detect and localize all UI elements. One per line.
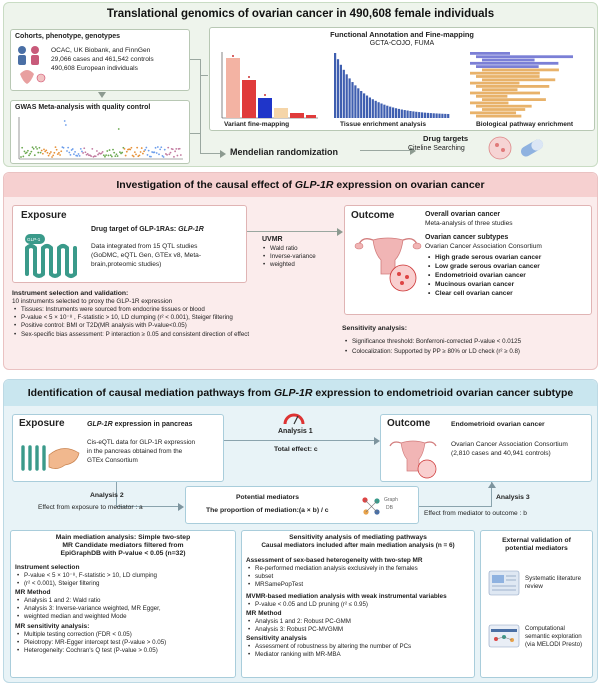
- lit-2: review: [525, 583, 543, 590]
- right-arrow: [337, 228, 343, 236]
- connector: [360, 150, 410, 151]
- tissue-bar: [398, 109, 400, 118]
- pathway-bar: [476, 55, 573, 58]
- uterus-icon: [353, 232, 423, 294]
- section-causal-effect: [3, 172, 598, 370]
- manhattan-point: [76, 155, 78, 157]
- bar-pip-1: [226, 58, 240, 118]
- down-arrow: [98, 92, 106, 98]
- sens-title-1: Sensitivity analysis of mediating pathways: [289, 534, 427, 541]
- total-effect: Total effect: c: [274, 446, 318, 453]
- tissue-bar: [366, 96, 368, 118]
- sens-sa-title: Sensitivity analysis: [246, 635, 307, 642]
- tissue-bar: [375, 101, 377, 118]
- pathway-bar: [470, 52, 510, 55]
- analysis1-label: Analysis 1: [278, 428, 313, 435]
- manhattan-point: [65, 124, 67, 126]
- tissue-bar: [404, 110, 406, 118]
- connector: [247, 231, 337, 232]
- data-line-2: (GoDMC, eQTL Gen, GTEx v8, Meta-: [91, 252, 202, 259]
- manhattan-point: [124, 148, 126, 150]
- tissue-bar: [389, 107, 391, 118]
- manhattan-point: [106, 150, 108, 152]
- manhattan-point: [33, 148, 35, 150]
- mr-label: Mendelian randomization: [230, 147, 339, 157]
- ocac-2: (2,810 cases and 40,941 controls): [451, 450, 551, 457]
- bar-pip-3: [258, 98, 272, 118]
- manhattan-point: [163, 156, 165, 158]
- manhattan-point: [172, 148, 174, 150]
- manhattan-point: [27, 150, 29, 152]
- manhattan-point: [64, 120, 66, 122]
- pathway-enrichment-chart: [468, 50, 588, 120]
- comp-3: (via MELODI Presto): [525, 641, 583, 648]
- manhattan-point: [32, 146, 34, 148]
- manhattan-point: [105, 154, 107, 156]
- manhattan-point: [63, 147, 65, 149]
- manhattan-point: [68, 152, 70, 154]
- exposure-box: [12, 205, 247, 283]
- manhattan-point: [40, 152, 42, 154]
- main-title-2: MR Candidate mediators filtered from: [62, 542, 184, 549]
- subtypes-title: Ovarian cancer subtypes: [425, 234, 509, 241]
- ciseqtl-2: in the pancreas obtained from the: [87, 448, 183, 455]
- data-line-1: Data integrated from 15 QTL studies: [91, 243, 198, 250]
- manhattan-point: [129, 149, 131, 151]
- tissue-bar: [378, 102, 380, 118]
- manhattan-point: [150, 156, 152, 158]
- manhattan-point: [53, 152, 55, 154]
- sens-mr-title: MR Method: [246, 610, 282, 617]
- tissue-bar: [369, 97, 371, 118]
- manhattan-point: [159, 148, 161, 150]
- manhattan-point: [109, 149, 111, 151]
- manhattan-point: [167, 147, 169, 149]
- manhattan-point: [35, 146, 37, 148]
- main-sens-title: MR sensitivity analysis:: [15, 623, 90, 630]
- tissue-bar: [351, 82, 353, 118]
- graph-label-1: Graph: [384, 497, 398, 503]
- manhattan-point: [166, 154, 168, 156]
- outcome3-box: [380, 414, 592, 482]
- sens-title-2: Causal mediators included after main mediation analysis (n = 6): [261, 542, 455, 549]
- outcome3-heading: Outcome: [387, 418, 431, 429]
- up-arrow: [488, 482, 496, 488]
- ciseqtl-1: Cis-eQTL data for GLP-1R expression: [87, 439, 196, 446]
- effect-a: Effect from exposure to mediator : a: [38, 504, 143, 511]
- tissue-bar: [438, 114, 440, 118]
- manhattan-point: [148, 150, 150, 152]
- manhattan-point: [22, 156, 24, 158]
- manhattan-point: [110, 154, 112, 156]
- pathway-bar: [470, 102, 508, 105]
- exposure3-box: [12, 414, 224, 482]
- tissue-bar: [363, 93, 365, 118]
- connector: [200, 75, 208, 76]
- tissue-bar: [433, 113, 435, 118]
- tissue-bar: [360, 91, 362, 118]
- pathway-bar: [476, 95, 507, 98]
- sens-sex-title: Assessment of sex-based heterogeneity with two-step MR: [246, 557, 423, 564]
- manhattan-point: [81, 151, 83, 153]
- manhattan-point: [73, 153, 75, 155]
- bar-pip-6: [306, 115, 316, 118]
- manhattan-point: [55, 146, 57, 148]
- manhattan-point: [139, 154, 141, 156]
- tissue-bar: [372, 99, 374, 118]
- section2-title: Investigation of the causal effect of GLP-1R expression on ovarian cancer: [4, 173, 597, 197]
- external-title-1: External validation of: [502, 537, 571, 544]
- pathway-bar: [482, 59, 535, 62]
- overall-sub: Meta-analysis of three studies: [425, 220, 513, 227]
- manhattan-point: [49, 153, 51, 155]
- tissue-bar: [441, 114, 443, 118]
- pathway-bar: [476, 115, 521, 118]
- main-title-1: Main mediation analysis: Simple two-step: [55, 534, 191, 541]
- manhattan-point: [114, 155, 116, 157]
- computational-icon: [487, 623, 521, 649]
- manhattan-point: [140, 151, 142, 153]
- tissue-bar: [383, 105, 385, 118]
- manhattan-point: [180, 154, 182, 156]
- tissue-bar: [444, 114, 446, 118]
- bar-pip-2: [242, 80, 256, 118]
- manhattan-point: [174, 150, 176, 152]
- manhattan-point: [34, 154, 36, 156]
- literature-icon: [487, 569, 521, 597]
- bar-pip-5: [290, 113, 304, 118]
- tissue-bar: [386, 106, 388, 118]
- mediators-box: [185, 486, 419, 524]
- gwas-box: [10, 100, 190, 164]
- right-arrow: [178, 503, 184, 511]
- sens-mr-list: • Analysis 1 and 2: Robust PC-GMM • Analysis 3: Robust PC-MVGMM: [247, 618, 351, 634]
- main-inst-list: • P-value < 5 × 10⁻⁸, F-statistic > 10, LD clumping • (r² < 0.001), Steiger filtering: [16, 572, 157, 588]
- manhattan-point: [90, 155, 92, 157]
- manhattan-point: [177, 155, 179, 157]
- manhattan-point: [112, 149, 114, 151]
- manhattan-point: [52, 154, 54, 156]
- connector: [190, 59, 200, 60]
- pathway-bar: [470, 62, 558, 65]
- annotation-title: Functional Annotation and Fine-mapping: [330, 30, 474, 39]
- pathway-bar: [470, 92, 540, 95]
- manhattan-point: [154, 151, 156, 153]
- mediators-proportion: The proportion of mediation:(a × b) / c: [206, 507, 329, 514]
- finemap-label: Variant fine-mapping: [224, 121, 290, 128]
- manhattan-point: [80, 148, 82, 150]
- manhattan-point: [142, 153, 144, 155]
- manhattan-point: [85, 151, 87, 153]
- main-title-3: EpiGraphDB with P-value < 0.05 (n=32): [60, 550, 186, 557]
- manhattan-point: [111, 156, 113, 158]
- main-mr-list: • Analysis 1 and 2: Wald ratio • Analysis 3: Inverse-variance weighted, MR Egger, • weighted median and weighted Mode: [16, 597, 161, 622]
- tissue-bar: [447, 114, 449, 118]
- uvmr-title: UVMR: [262, 236, 283, 243]
- manhattan-point: [156, 152, 158, 154]
- manhattan-point: [158, 153, 160, 155]
- bar-pip-4: [274, 108, 288, 118]
- manhattan-point: [104, 156, 106, 158]
- effect-b: Effect from mediator to outcome : b: [424, 510, 527, 517]
- uterus-small-icon: [387, 437, 443, 481]
- analysis3-label: Analysis 3: [496, 494, 530, 501]
- manhattan-point: [42, 153, 44, 155]
- manhattan-point: [102, 151, 104, 153]
- manhattan-point: [136, 147, 138, 149]
- comp-2: semantic exploration: [525, 633, 582, 640]
- manhattan-point: [131, 147, 133, 149]
- sensitivity-title: Sensitivity analysis:: [342, 325, 407, 332]
- manhattan-point: [101, 152, 103, 154]
- sensitivity-list: • Significance threshold: Bonferroni-corrected P-value < 0.0125 • Colocalization: Supported by PP ≥ 80% or LD check (r² ≥ 0.8): [344, 337, 521, 356]
- tissue-bar: [427, 113, 429, 118]
- exposure-heading: Exposure: [21, 210, 67, 221]
- manhattan-point: [20, 156, 22, 158]
- main-mr-title: MR Method: [15, 589, 51, 596]
- main-inst-title: Instrument selection: [15, 564, 80, 571]
- mediators-title: Potential mediators: [236, 494, 300, 501]
- pathway-bar: [482, 88, 517, 91]
- sensitivity-mediation-box: [241, 530, 475, 678]
- connector: [200, 59, 201, 154]
- drug-subtitle: Citeline Searching: [408, 145, 465, 152]
- subtypes-list: • High grade serous ovarian cancer • Low grade serous ovarian cancer • Endometrioid ovarian cancer • Mucinous ovarian cancer • Clear cell ovarian cancer: [427, 253, 541, 298]
- cohorts-heading: Cohorts, phenotype, genotypes: [15, 33, 121, 40]
- tissue-bar: [412, 111, 414, 118]
- main-sens-list: • Multiple testing correction (FDR < 0.05) • Pleiotropy: MR-Egger intercept test (P-value > 0.05) • Heterogeneity: Cochran's Q test (P-value > 0.05): [16, 631, 166, 656]
- tissue-label: Tissue enrichment analysis: [340, 121, 427, 128]
- manhattan-point: [155, 147, 157, 149]
- instrument-list: • Tissues: Instruments were sourced from endocrine tissues or blood • P-value < 5 × 10⁻⁸ , F-statistic > 10, LD clumping (r² < 0.001), Steiger filtering • Positive control: BMI or T2D(MR analysis with P-value<0.05) • Sex-specific bias assessment: P interaction ≥ 0.05 and consistent direction of effect: [13, 306, 249, 339]
- manhattan-point: [47, 152, 49, 154]
- tissue-bar: [340, 65, 342, 118]
- manhattan-point: [51, 156, 53, 158]
- comp-1: Computational: [525, 625, 565, 632]
- uvmr-list: • Wald ratio • Inverse-variance • weighted: [262, 245, 316, 270]
- manhattan-point: [21, 147, 23, 149]
- manhattan-point: [160, 146, 162, 148]
- manhattan-point: [83, 147, 85, 149]
- pathway-label: Biological pathway enrichment: [476, 121, 574, 128]
- data-line-3: brain,proteomic studies): [91, 261, 162, 268]
- manhattan-point: [72, 148, 74, 150]
- manhattan-point: [175, 148, 177, 150]
- manhattan-point: [30, 151, 32, 153]
- sens-sex-list: • Re-performed mediation analysis exclusively in the females • subset • MRSamePopTest: [247, 565, 418, 590]
- sens-mvmr-title: MVMR-based mediation analysis with weak instrumental variables: [246, 593, 447, 600]
- pathway-bar: [482, 69, 559, 72]
- subtypes-sub: Ovarian Cancer Association Consortium: [425, 243, 542, 250]
- cohorts-line2: 29,066 cases and 461,542 controls: [51, 56, 154, 63]
- cohorts-line3: 490,608 European individuals: [51, 65, 138, 72]
- manhattan-point: [133, 156, 135, 158]
- manhattan-point: [117, 155, 119, 157]
- people-icon: [15, 44, 49, 88]
- manhattan-point: [50, 151, 52, 153]
- manhattan-point: [82, 152, 84, 154]
- manhattan-point: [74, 151, 76, 153]
- cohorts-box: [10, 29, 190, 91]
- manhattan-point: [168, 153, 170, 155]
- tissue-bar: [357, 88, 359, 118]
- gauge-icon: [283, 410, 305, 426]
- pathway-bar: [476, 65, 539, 68]
- tissue-bar: [401, 110, 403, 118]
- manhattan-point: [157, 146, 159, 148]
- manhattan-point: [179, 148, 181, 150]
- analysis2-label: Analysis 2: [90, 492, 124, 499]
- pathway-bar: [482, 108, 525, 111]
- manhattan-point: [95, 155, 97, 157]
- tissue-bar: [424, 113, 426, 118]
- drug-target-line: Drug target of GLP-1RAs: GLP-1R: [91, 226, 204, 233]
- manhattan-point: [24, 151, 26, 153]
- outcome-heading: Outcome: [351, 210, 395, 221]
- tissue-enrichment-chart: [332, 52, 452, 120]
- tissue-bar: [407, 111, 409, 118]
- tissue-bar: [334, 53, 336, 118]
- manhattan-point: [56, 149, 58, 151]
- manhattan-point: [144, 149, 146, 151]
- manhattan-point: [97, 154, 99, 156]
- tissue-bar: [346, 74, 348, 118]
- external-validation-box: [480, 530, 593, 678]
- right-arrow: [220, 150, 226, 158]
- sens-mvmr-list: • P-value < 0.05 and LD pruning (r² ≤ 0.95): [247, 601, 368, 609]
- instrument-title: Instrument selection and validation:: [12, 290, 129, 297]
- manhattan-point: [135, 153, 137, 155]
- drug-icon: [488, 134, 548, 162]
- manhattan-point: [45, 149, 47, 151]
- manhattan-point: [67, 147, 69, 149]
- tissue-bar: [349, 78, 351, 118]
- main-mediation-box: [10, 530, 236, 678]
- drug-title: Drug targets: [423, 134, 469, 143]
- manhattan-point: [91, 148, 93, 150]
- manhattan-point: [143, 150, 145, 152]
- sens-sa-list: • Assessment of robustness by altering the number of PCs • Mediator ranking with MR-MBA: [247, 643, 411, 659]
- ciseqtl-3: GTEx Consortium: [87, 457, 138, 464]
- outcome-box: [344, 205, 592, 315]
- endo-title: Endometrioid ovarian cancer: [451, 421, 545, 428]
- annotation-subtitle: GCTA-COJO, FUMA: [369, 40, 435, 47]
- manhattan-point: [118, 128, 120, 130]
- manhattan-point: [121, 152, 123, 154]
- external-title-2: potential mediators: [505, 545, 568, 552]
- pathway-bar: [476, 105, 532, 108]
- tissue-bar: [343, 70, 345, 118]
- manhattan-point: [108, 155, 110, 157]
- tissue-bar: [380, 104, 382, 118]
- manhattan-point: [60, 150, 62, 152]
- manhattan-point: [170, 152, 172, 154]
- instrument-intro: 10 instruments selected to proxy the GLP-1R expression: [12, 298, 173, 305]
- pathway-bar: [476, 75, 540, 78]
- manhattan-point: [79, 155, 81, 157]
- manhattan-point: [147, 154, 149, 156]
- manhattan-point: [173, 156, 175, 158]
- manhattan-point: [113, 152, 115, 154]
- manhattan-point: [36, 148, 38, 150]
- section3-title: Identification of causal mediation pathways from GLP-1R expression to endometrioid ovarian cancer subtype: [4, 380, 597, 406]
- receptor-pancreas-icon: [19, 437, 83, 481]
- gwas-label: GWAS Meta-analysis with quality control: [15, 104, 151, 111]
- pathway-bar: [482, 98, 546, 101]
- tissue-bar: [354, 85, 356, 118]
- tissue-bar: [430, 113, 432, 118]
- tissue-bar: [418, 112, 420, 118]
- ocac-1: Ovarian Cancer Association Consortium: [451, 441, 568, 448]
- exposure3-heading: Exposure: [19, 418, 65, 429]
- manhattan-point: [48, 155, 50, 157]
- manhattan-point: [141, 147, 143, 149]
- manhattan-point: [37, 152, 39, 154]
- finemap-chart: [220, 50, 320, 120]
- pathway-bar: [470, 82, 519, 85]
- manhattan-point: [78, 153, 80, 155]
- manhattan-point: [103, 154, 105, 156]
- manhattan-point: [58, 152, 60, 154]
- tissue-bar: [415, 112, 417, 118]
- tissue-bar: [421, 112, 423, 118]
- tissue-bar: [392, 107, 394, 118]
- manhattan-point: [59, 154, 61, 156]
- connector: [190, 133, 200, 134]
- manhattan-point: [125, 155, 127, 157]
- manhattan-point: [96, 150, 98, 152]
- manhattan-point: [164, 149, 166, 151]
- manhattan-plot-icon: [17, 115, 185, 161]
- connector: [200, 153, 220, 154]
- manhattan-point: [134, 151, 136, 153]
- tissue-bar: [395, 108, 397, 118]
- manhattan-point: [41, 150, 43, 152]
- graphdb-icon: [360, 495, 382, 517]
- manhattan-point: [126, 151, 128, 153]
- annotation-box: [209, 27, 595, 131]
- manhattan-point: [28, 154, 30, 156]
- manhattan-point: [116, 153, 118, 155]
- section1-title: Translational genomics of ovarian cancer in 490,608 female individuals: [106, 8, 495, 20]
- tissue-bar: [436, 113, 438, 118]
- pathway-bar: [482, 78, 555, 81]
- manhattan-point: [66, 150, 68, 152]
- tissue-bar: [337, 59, 339, 118]
- connector: [419, 506, 491, 507]
- section-mediation: [3, 379, 598, 683]
- manhattan-point: [145, 147, 147, 149]
- pathway-bar: [470, 72, 540, 75]
- cohorts-line1: OCAC, UK Biobank, and FinnGen: [51, 47, 151, 54]
- connector: [224, 440, 374, 441]
- manhattan-point: [29, 153, 31, 155]
- manhattan-point: [43, 148, 45, 150]
- graph-label-2: DB: [386, 505, 393, 511]
- pathway-bar: [470, 111, 516, 114]
- manhattan-point: [70, 154, 72, 156]
- protein-label: GLP-1: [27, 237, 41, 242]
- manhattan-point: [39, 147, 41, 149]
- overall-title: Overall ovarian cancer: [425, 211, 501, 218]
- expr-title: GLP-1R expression in pancreas: [87, 421, 193, 428]
- lit-1: Systematic literature: [525, 575, 582, 582]
- tissue-bar: [409, 111, 411, 118]
- section-genomics: [3, 2, 598, 167]
- pathway-bar: [476, 85, 549, 88]
- manhattan-point: [26, 152, 28, 154]
